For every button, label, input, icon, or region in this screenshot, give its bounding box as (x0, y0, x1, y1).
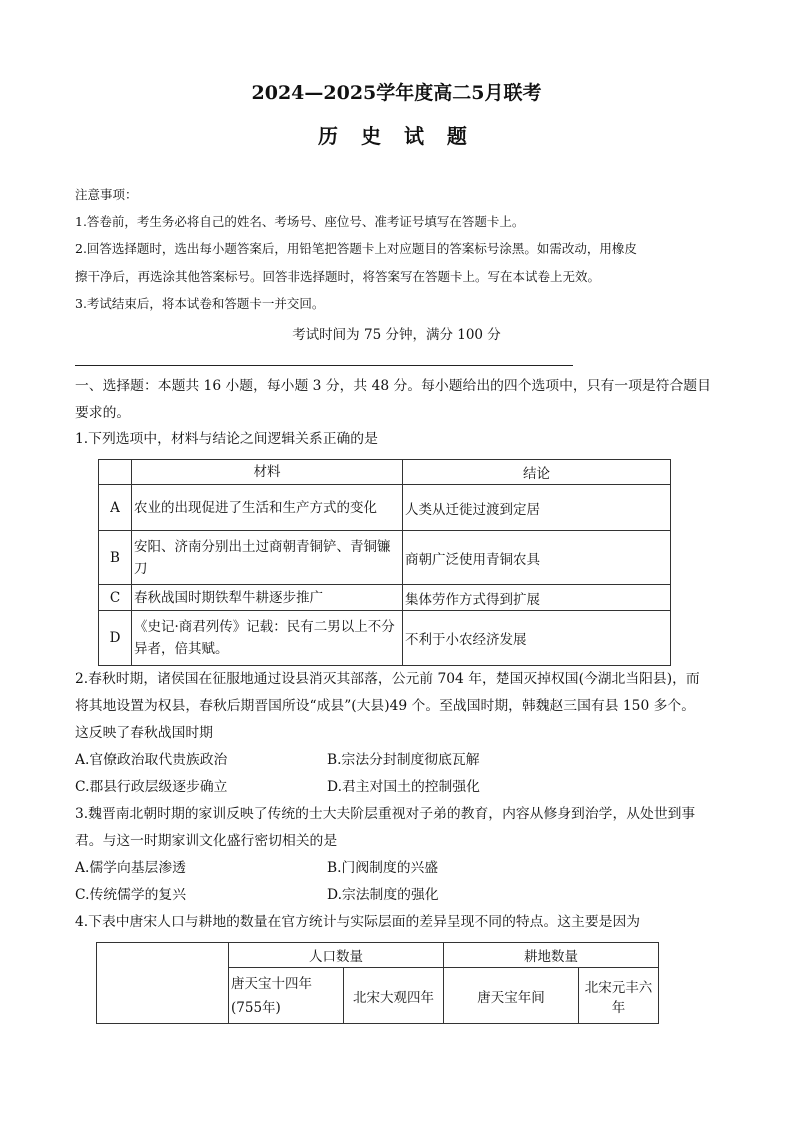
question-2-option-b: B.宗法分封制度彻底瓦解 (327, 752, 480, 768)
question-2-option-a: A.官僚政治取代贵族政治 (75, 752, 228, 768)
sub-header-line: (755年) (231, 999, 281, 1016)
question-2-option-d: D.君主对国土的控制强化 (327, 779, 480, 795)
option-key: D (99, 611, 132, 666)
table-row (99, 531, 671, 585)
divider (75, 365, 573, 366)
material-cell: 安阳、济南分别出土过商朝青铜铲、青铜镰刀 (132, 531, 403, 585)
table-row (99, 585, 671, 611)
question-3-stem-cont: 君。与这一时期家训文化盛行密切相关的是 (75, 833, 338, 849)
table-sub-header: 唐天宝年间 (444, 968, 579, 1024)
notice-item: 擦干净后，再选涂其他答案标号。回答非选择题时，将答案写在答题卡上。写在本试卷上无效。 (75, 269, 601, 284)
question-2-option-c: C.郡县行政层级逐步确立 (75, 779, 228, 795)
option-key: B (99, 531, 132, 585)
table-group-header: 耕地数量 (444, 943, 659, 968)
option-key: A (99, 485, 132, 531)
question-2-stem: 2.春秋时期，诸侯国在征服地通过设县消灭其部落，公元前 704 年，楚国灭掉权国(今湖北当阳县)，而 (75, 671, 700, 687)
question-3-option-b: B.门阀制度的兴盛 (327, 860, 439, 876)
question-1-stem: 1.下列选项中，材料与结论之间逻辑关系正确的是 (75, 431, 378, 447)
notice-heading: 注意事项： (75, 187, 138, 202)
section-heading: 一、选择题：本题共 16 小题，每小题 3 分，共 48 分。每小题给出的四个选项中，只有一项是符合题目 (75, 378, 711, 394)
notice-item: 3.考试结束后，将本试卷和答题卡一并交回。 (75, 296, 325, 311)
material-cell: 农业的出现促进了生活和生产方式的变化 (132, 485, 403, 531)
table-group-header: 人口数量 (229, 943, 444, 968)
conclusion-cell: 集体劳作方式得到扩展 (403, 585, 671, 611)
question-3-option-a: A.儒学向基层渗透 (75, 860, 186, 876)
notice-item: 1.答卷前，考生务必将自己的姓名、考场号、座位号、准考证号填写在答题卡上。 (75, 214, 525, 229)
exam-title: 2024—2025学年度高二5月联考 (251, 82, 542, 104)
question-4-stem: 4.下表中唐宋人口与耕地的数量在官方统计与实际层面的差异呈现不同的特点。这主要是因为 (75, 914, 641, 930)
table-header-blank (99, 460, 132, 485)
table-corner-cell (97, 943, 229, 1024)
notice-item: 2.回答选择题时，选出每小题答案后，用铅笔把答题卡上对应题目的答案标号涂黑。如需改动，用橡皮 (75, 241, 637, 256)
table-sub-header: 北宋元丰六年 (579, 968, 659, 1024)
conclusion-cell: 人类从迁徙过渡到定居 (403, 485, 671, 531)
exam-info: 考试时间为 75 分钟，满分 100 分 (292, 327, 501, 343)
table-sub-header: 北宋大观四年 (344, 968, 444, 1024)
sub-header-line: 唐天宝十四年 (231, 975, 312, 992)
question-3-option-d: D.宗法制度的强化 (327, 887, 439, 903)
question-3-stem: 3.魏晋南北朝时期的家训反映了传统的士大夫阶层重视对子弟的教育，内容从修身到治学，从处世到事 (75, 806, 696, 822)
table-row (99, 485, 671, 531)
table-sub-header (229, 968, 344, 1024)
subject-title: 历 史 试 题 (318, 124, 475, 148)
table-row (99, 611, 671, 666)
question-2-stem-cont: 将其地设置为权县，春秋后期晋国所设“成县”(大县)49 个。至战国时期，韩魏赵三国有县 150 多个。 (75, 698, 695, 714)
section-heading-cont: 要求的。 (75, 405, 131, 421)
table-header: 结论 (403, 460, 671, 485)
question-4-table (96, 942, 659, 1024)
question-1-table (98, 459, 671, 666)
material-cell: 《史记·商君列传》记载：民有二男以上不分异者，倍其赋。 (132, 611, 403, 666)
question-3-option-c: C.传统儒学的复兴 (75, 887, 187, 903)
option-key: C (99, 585, 132, 611)
material-cell: 春秋战国时期铁犁牛耕逐步推广 (132, 585, 403, 611)
question-2-stem-cont: 这反映了春秋战国时期 (75, 725, 213, 741)
conclusion-cell: 商朝广泛使用青铜农具 (403, 531, 671, 585)
table-header: 材料 (132, 460, 403, 485)
conclusion-cell: 不利于小农经济发展 (403, 611, 671, 666)
